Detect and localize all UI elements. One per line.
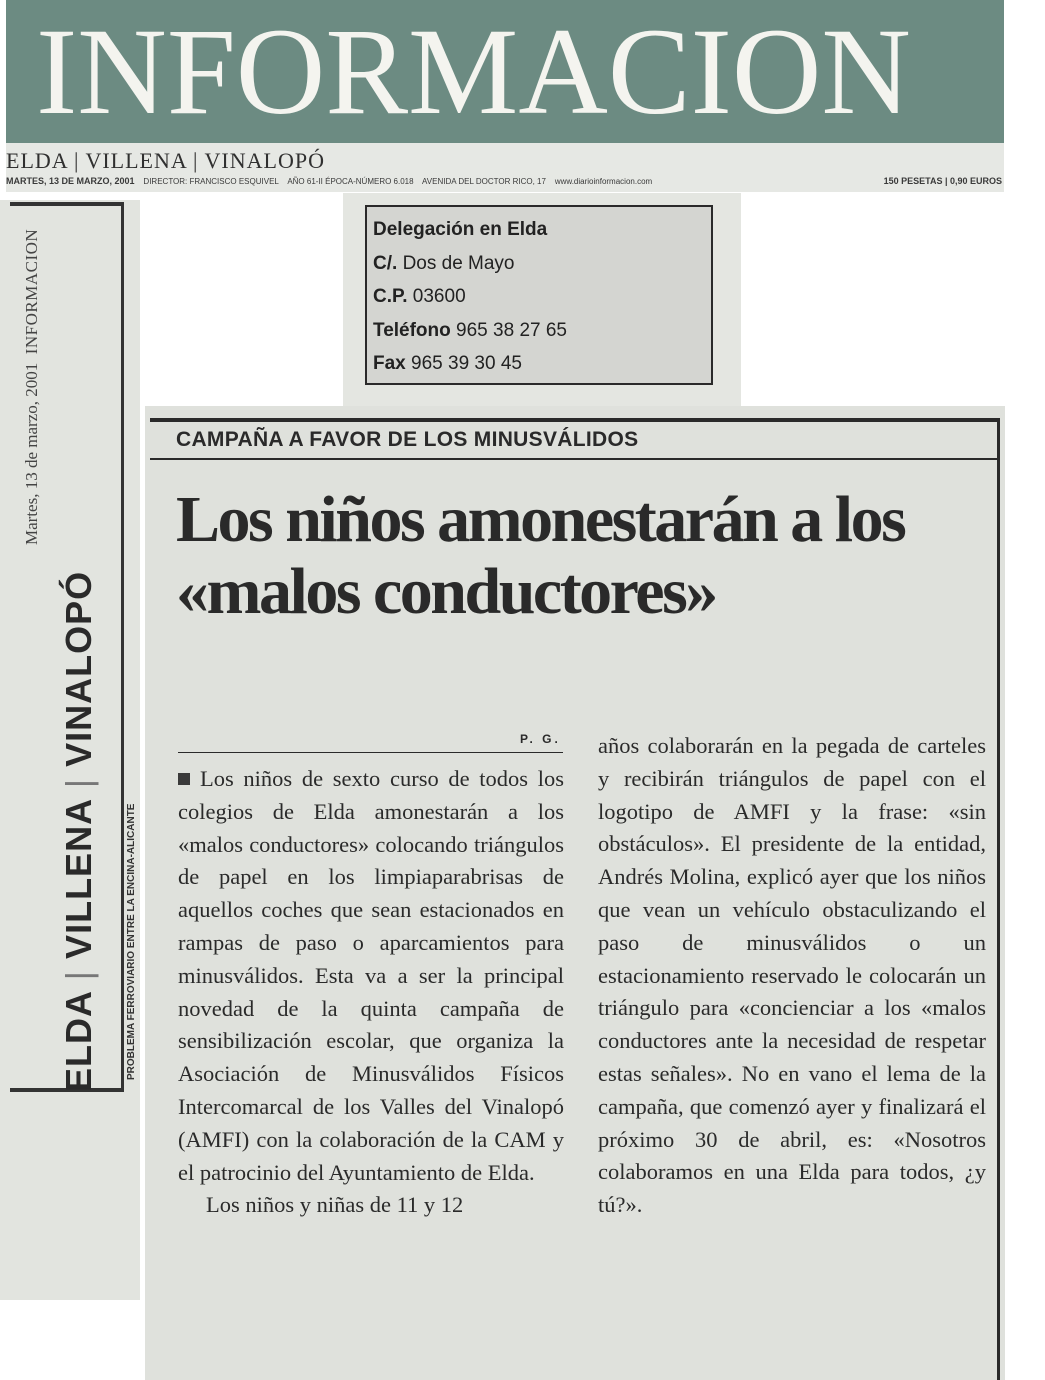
sidebar-separator: | (58, 969, 99, 981)
sidebar-top-rule (10, 202, 122, 206)
delegacion-phone (373, 314, 711, 348)
edition: AÑO 61-II ÉPOCA-NÚMERO 6.018 (287, 177, 414, 186)
newspaper-title: INFORMACION (36, 3, 911, 140)
phone-value: 965 38 27 65 (456, 319, 567, 341)
byline-rule (178, 752, 563, 753)
sidebar-topic: PROBLEMA FERROVIARIO ENTRE LA ENCINA-ALICANTE (126, 803, 137, 1080)
fax-value: 965 39 30 45 (411, 353, 522, 374)
sidebar-region-elda: ELDA (58, 991, 99, 1092)
kicker-rule (150, 458, 1000, 460)
price: 150 PESETAS | 0,90 EUROS (883, 176, 1002, 186)
delegacion-title: Delegación en Elda (373, 219, 548, 240)
phone-label: Teléfono (373, 319, 451, 341)
street-label: C/. (373, 252, 398, 274)
delegacion-cp (373, 280, 711, 314)
paragraph-2-start: Los niños y niñas de 11 y 12 (206, 1192, 464, 1218)
delegacion-box (365, 205, 713, 385)
sidebar-separator: | (58, 777, 99, 789)
sidebar-regions (58, 571, 100, 1092)
sidebar-date: Martes, 13 de marzo, 2001 (22, 362, 41, 545)
fax-label: Fax (373, 353, 406, 374)
paragraph-bullet-icon (178, 773, 190, 785)
sidebar-region-vinalopo: VINALOPÓ (58, 570, 99, 767)
sidebar-column (0, 200, 140, 1300)
article-headline: Los niños amonestarán a los «malos conductores» (176, 483, 905, 628)
article-column-2 (598, 730, 986, 1222)
issue-date: MARTES, 13 DE MARZO, 2001 (6, 176, 135, 186)
masthead-band (6, 0, 1004, 143)
masthead-regions: ELDA | VILLENA | VINALOPÓ (6, 148, 325, 173)
cp-value: 03600 (412, 286, 466, 307)
paragraph-1 (178, 763, 564, 1189)
article (145, 406, 1005, 1380)
article-top-rule (150, 418, 1000, 422)
sidebar-dateline (22, 229, 42, 545)
paragraph-2-continued: años colaborarán en la pegada de carteles y recibirán triángulos de papel con el logotipo de AMFI y la frase: «sin obstáculos». El presidente de la entidad, Andrés Molina, explicó ayer que los niños que vean un vehículo obstaculizando el paso de minusválidos o un estacionamiento reservado le colocarán un triángulo para «concienciar a los «malos conductores ante la necesidad de respetar estas señales». No en vano el lema de la campaña, que comenzó ayer y finalizará el próximo 30 de abril, es: «Nosotros colaboramos en una Elda para todos, ¿y tú?». (598, 733, 986, 1218)
sidebar-paper-name: INFORMACION (22, 228, 41, 355)
article-column-1 (178, 763, 564, 1222)
website: www.diarioinformacion.com (554, 177, 653, 186)
article-byline: P. G. (520, 732, 561, 746)
delegacion-street (373, 247, 711, 281)
article-kicker: CAMPAÑA A FAVOR DE LOS MINUSVÁLIDOS (176, 428, 639, 451)
address: AVENIDA DEL DOCTOR RICO, 17 (422, 177, 546, 186)
paragraph-1-text: Los niños de sexto curso de todos los colegios de Elda amonestarán a los «malos conductores» colocando triángulos de papel en los limpiaparabrisas de aquellos coches que sean estacionados en rampas de paso o aparcamientos para minusválidos. Esta va a ser la principal novedad de la quinta campaña de sensibilización escolar, que organiza la Asociación de Minusválidos Físicos Intercomarcal de los Valles del Vinalopó (AMFI) con la colaboración de la CAM y el patrocinio del Ayuntamiento de Elda. (178, 766, 564, 1185)
article-right-rule (997, 418, 1000, 1380)
delegacion-panel (343, 193, 741, 407)
masthead (6, 0, 1004, 192)
masthead-info-line (6, 176, 1004, 190)
director: DIRECTOR: FRANCISCO ESQUIVEL (143, 177, 279, 186)
sidebar-vertical-rule (121, 202, 124, 1092)
cp-label: C.P. (373, 286, 408, 307)
street-value: Dos de Mayo (402, 252, 515, 274)
sidebar-region-villena: VILLENA (58, 799, 99, 959)
delegacion-fax (373, 347, 711, 381)
